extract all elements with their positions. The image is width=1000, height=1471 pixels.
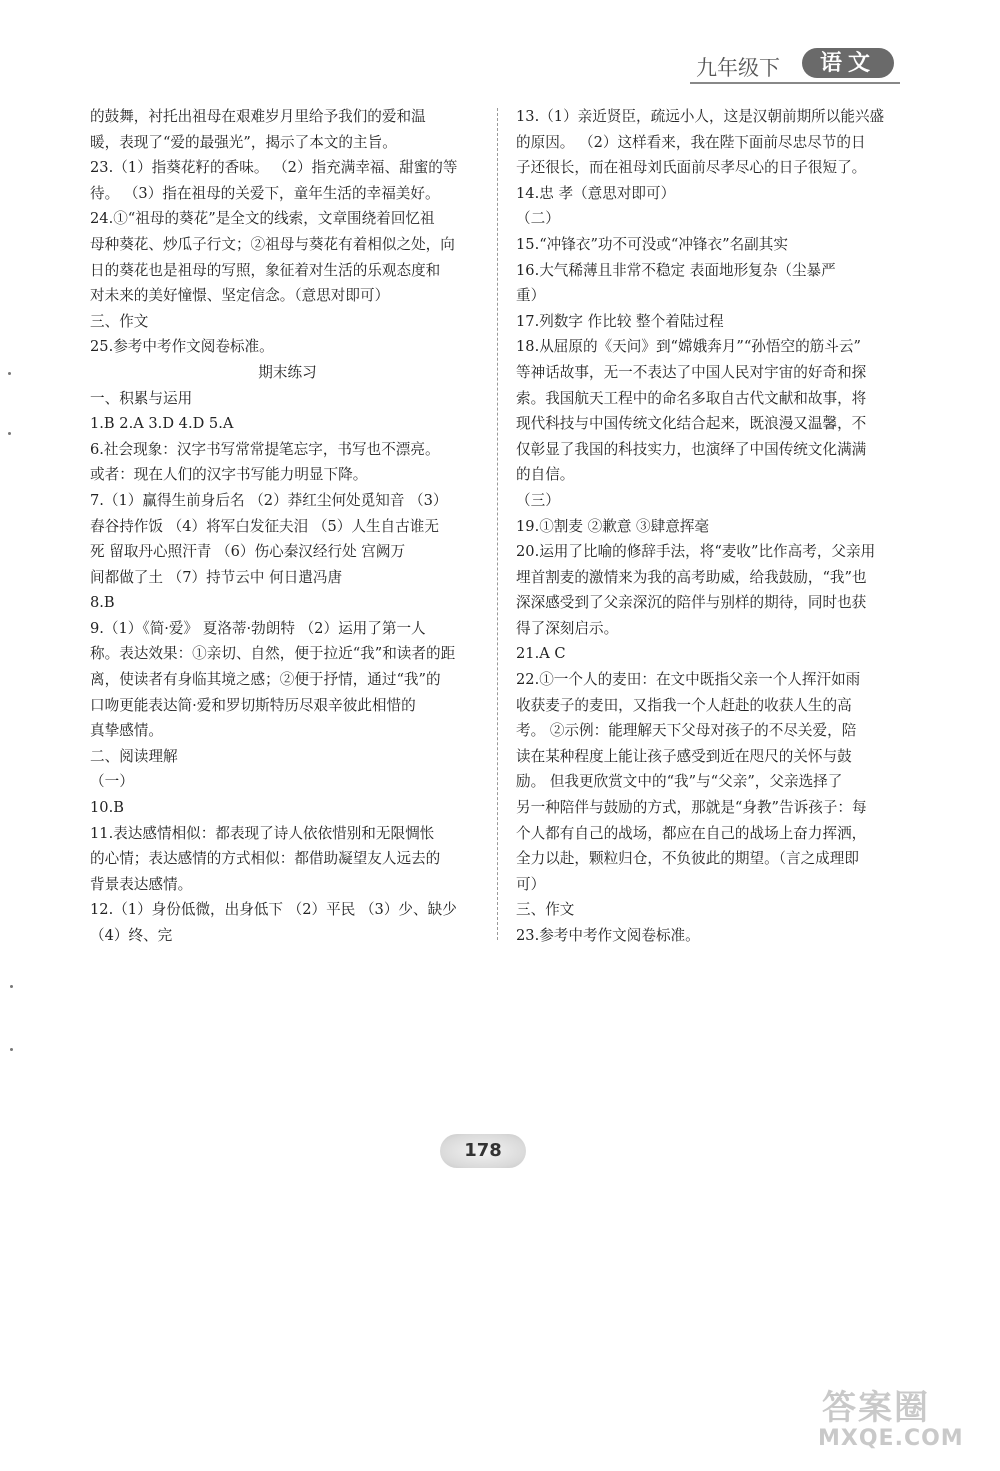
text-line: 背景表达感情。 [90, 875, 193, 893]
text-line: 19.①割麦 ②歉意 ③肆意挥毫 [516, 517, 710, 535]
text-line: 个人都有自己的战场，都应在自己的战场上奋力挥洒， [516, 824, 867, 842]
text-line: 10.B [90, 799, 124, 817]
text-line: 全力以赴，颗粒归仓，不负彼此的期望。（言之成理即 [516, 850, 859, 868]
text-line: 励。 但我更欣赏文中的“我”与“父亲”，父亲选择了 [516, 773, 843, 791]
text-line: 11.表达感情相似：都表现了诗人依依惜别和无限惆怅 [90, 824, 435, 842]
text-line: 22.①一个人的麦田：在文中既指父亲一个人挥汗如雨 [516, 671, 861, 689]
text-line: 日的葵花也是祖母的写照，象征着对生活的乐观态度和 [90, 261, 441, 279]
watermark-logo: 答案圈 [822, 1388, 930, 1428]
text-line: 12.（1）身份低微，出身低下 （2）平民 （3）少、缺少 [90, 901, 457, 919]
text-line: 口吻更能表达简·爱和罗切斯特历尽艰辛彼此相惜的 [90, 696, 416, 714]
text-line: 深深感受到了父亲深沉的陪伴与别样的期待，同时也获 [516, 594, 867, 612]
text-line: 的心情；表达感情的方式相似：都借助凝望友人远去的 [90, 850, 441, 868]
text-line: 得了深刻启示。 [516, 619, 619, 637]
page-number: 178 [440, 1134, 526, 1168]
watermark-url: MXQE.COM [818, 1426, 964, 1451]
text-line: 舂谷持作饭 （4）将军白发征夫泪 （5）人生自古谁无 [90, 517, 439, 535]
text-line: 的鼓舞，衬托出祖母在艰难岁月里给予我们的爱和温 [90, 108, 426, 125]
text-line: （一） [90, 773, 134, 791]
text-line: 母种葵花、炒瓜子行文；②祖母与葵花有着相似之处，向 [90, 235, 455, 253]
text-line: 间都做了土 （7）持节云中 何日遣冯唐 [90, 568, 343, 586]
text-line: 6.社会现象：汉字书写常常提笔忘字，书写也不漂亮。 [90, 440, 440, 458]
page-header [690, 44, 930, 84]
text-line: 25.参考中考作文阅卷标准。 [90, 338, 274, 356]
text-line: 考。 ②示例：能理解天下父母对孩子的不尽关爱，陪 [516, 722, 857, 740]
part-title: 期末练习 [258, 363, 317, 381]
text-line: 18.从屈原的《天问》到“嫦娥奔月”“孙悟空的筋斗云” [516, 338, 861, 356]
text-line: 另一种陪伴与鼓励的方式，那就是“身教”告诉孩子：每 [516, 799, 867, 817]
text-line: 的原因。 （2）这样看来，我在陛下面前尽忠尽节的日 [516, 133, 866, 151]
text-line: 或者：现在人们的汉字书写能力明显下降。 [90, 466, 368, 484]
text-line: 8.B [90, 594, 115, 612]
text-line: 暖，表现了“爱的最强光”，揭示了本文的主旨。 [90, 133, 397, 151]
section-heading: 一、积累与运用 [90, 389, 193, 407]
text-line: 23.（1）指葵花籽的香味。 （2）指充满幸福、甜蜜的等 [90, 159, 458, 177]
text-line: 17.列数字 作比较 整个着陆过程 [516, 312, 724, 330]
text-line: 离，使读者有身临其境之感；②便于抒情，通过“我”的 [90, 671, 441, 689]
text-line: 索。我国航天工程中的命名多取自古代文献和故事，将 [516, 389, 867, 407]
text-line: 子还很长，而在祖母刘氏面前尽孝尽心的日子很短了。 [516, 159, 867, 177]
text-line: 的自信。 [516, 466, 575, 484]
margin-dot [8, 372, 11, 375]
text-line: 16.大气稀薄且非常不稳定 表面地形复杂（尘暴严 [516, 261, 836, 279]
left-column [90, 104, 485, 949]
text-line: 读在某种程度上能让孩子感受到近在咫尺的关怀与鼓 [516, 747, 852, 765]
text-line: （三） [516, 491, 560, 509]
section-heading: 二、阅读理解 [90, 747, 178, 765]
section-heading: 三、作文 [516, 901, 575, 919]
section-heading: 三、作文 [90, 312, 149, 330]
header-rule [690, 82, 900, 84]
subject-badge: 语文 [802, 48, 894, 78]
text-line: 真挚感情。 [90, 722, 163, 740]
text-line: （4）终、完 [90, 927, 173, 944]
text-line: 1.B 2.A 3.D 4.D 5.A [90, 415, 234, 433]
text-line: 9.（1）《简·爱》 夏洛蒂·勃朗特 （2）运用了第一人 [90, 619, 426, 637]
text-line: 24.①“祖母的葵花”是全文的线索，文章围绕着回忆祖 [90, 210, 435, 228]
text-line: 收获麦子的麦田，又指我一个人赶赴的收获人生的高 [516, 696, 852, 714]
text-line: 等神话故事，无一不表达了中国人民对宇宙的好奇和探 [516, 363, 867, 381]
text-line: 重） [516, 287, 546, 305]
text-line: 称。表达效果：①亲切、自然，便于拉近“我”和读者的距 [90, 645, 456, 663]
text-line: 7.（1）赢得生前身后名 （2）莽红尘何处觅知音 （3） [90, 491, 448, 509]
text-line: 死 留取丹心照汗青 （6）伤心秦汉经行处 宫阙万 [90, 543, 406, 561]
margin-dot [10, 1048, 13, 1051]
text-line: 埋首割麦的激情来为我的高考助威，给我鼓励，“我”也 [516, 568, 867, 586]
text-line: 13.（1）亲近贤臣，疏远小人，这是汉朝前期所以能兴盛 [516, 108, 885, 125]
text-line: 21.A C [516, 645, 566, 663]
grade-label: 九年级下 [696, 56, 780, 80]
text-line: 14.忠 孝（意思对即可） [516, 184, 676, 202]
margin-dot [10, 985, 13, 988]
text-line: 待。 （3）指在祖母的关爱下，童年生活的幸福美好。 [90, 184, 440, 202]
text-line: 15.“冲锋衣”功不可没或“冲锋衣”名副其实 [516, 235, 788, 253]
right-column [516, 104, 904, 949]
text-line: 仅彰显了我国的科技实力，也演绎了中国传统文化满满 [516, 440, 867, 458]
column-divider [497, 108, 498, 940]
margin-dot [8, 432, 11, 435]
text-line: 20.运用了比喻的修辞手法，将“麦收”比作高考，父亲用 [516, 543, 876, 561]
text-line: 23.参考中考作文阅卷标准。 [516, 927, 700, 944]
text-line: 现代科技与中国传统文化结合起来，既浪漫又温馨，不 [516, 415, 867, 433]
text-line: 对未来的美好憧憬、坚定信念。（意思对即可） [90, 287, 390, 305]
text-line: 可） [516, 875, 546, 893]
text-line: （二） [516, 210, 560, 228]
